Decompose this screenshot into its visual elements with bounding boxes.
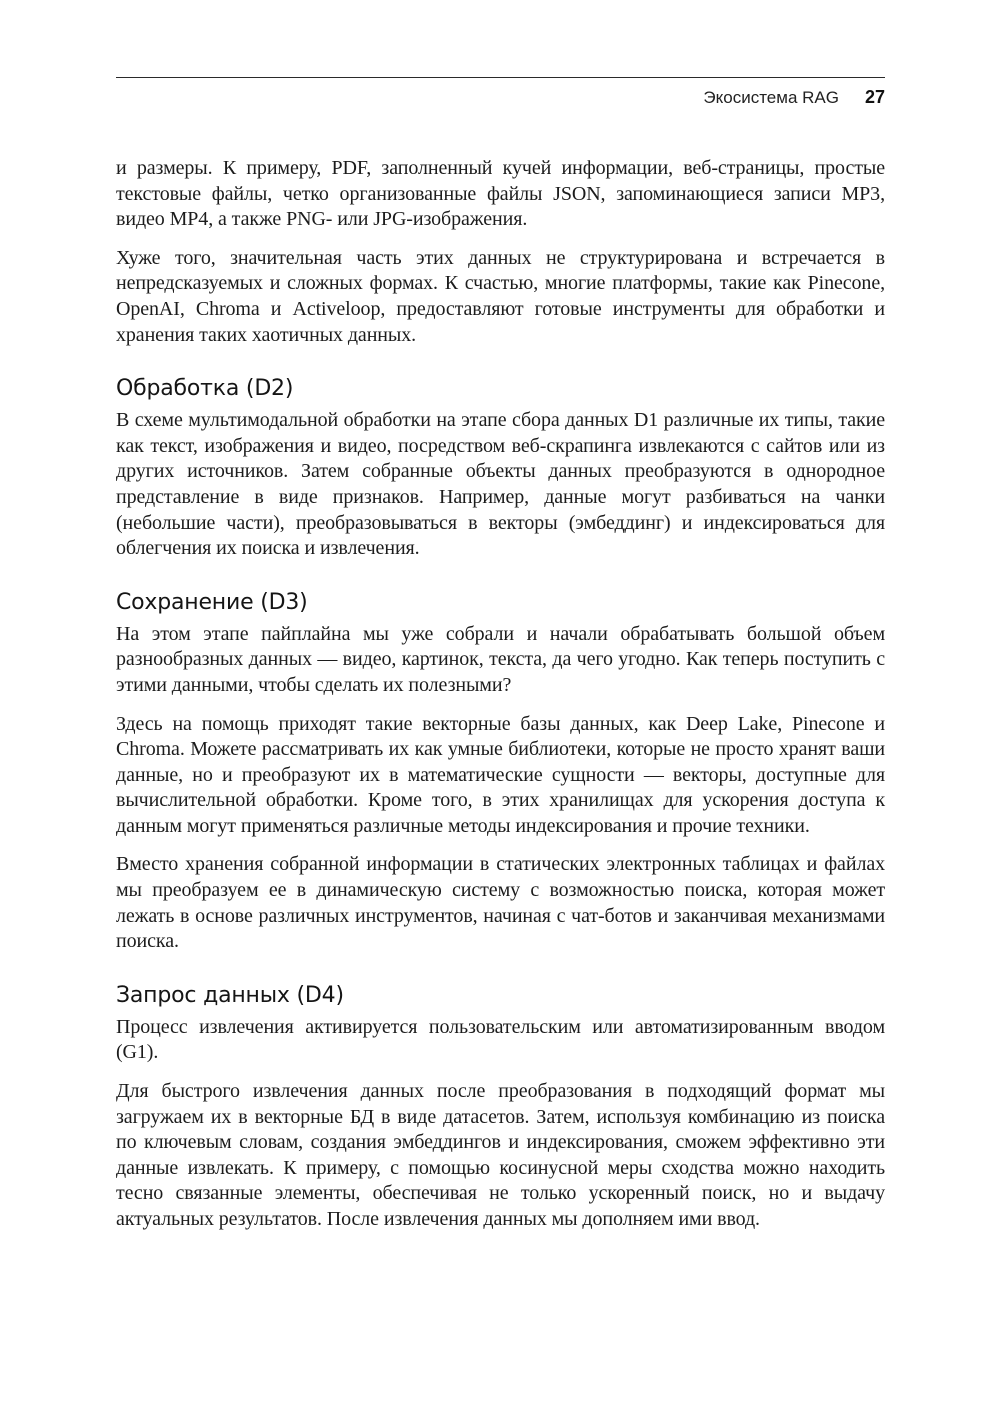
section-heading: Обработка (D2) bbox=[116, 376, 294, 402]
section-intro bbox=[116, 156, 885, 348]
paragraph: Здесь на помощь приходят такие векторные базы данных, как Deep Lake, Pinecone и Chroma. Можете рассматривать их как умные библиотеки, которые не просто хранят ваши данные, но и преобразуют их в математические сущности — векторы, доступные для вычислительной обработки. Кроме того, в этих хранилищах для ускорения доступа к данным могут применяться различные методы индексирования и прочие техники. bbox=[116, 712, 885, 837]
paragraph: Хуже того, значительная часть этих данных не структурирована и встречается в непредсказуемых и сложных формах. К счастью, многие платформы, такие как Pinecone, OpenAI, Chroma и Activeloop, предоставляют готовые инструменты для обработки и хранения таких хаотичных данных. bbox=[116, 246, 885, 346]
paragraph: Для быстрого извлечения данных после преобразования в подходящий формат мы загружаем их в векторные БД в виде датасетов. Затем, используя комбинацию из поиска по ключевым словам, создания эмбеддингов и индексирования, сможем эффективно эти данные извлекать. К примеру, с помощью косинусной меры сходства можно находить тесно связанные элементы, обеспечивая не только ускоренный поиск, но и выдачу актуальных результатов. После извлечения данных мы дополняем ими ввод. bbox=[116, 1080, 885, 1230]
section-query bbox=[116, 981, 885, 1233]
page-header bbox=[116, 77, 885, 107]
running-head: Экосистема RAG bbox=[703, 88, 839, 107]
paragraph: Вместо хранения собранной информации в статических электронных таблицах и файлах мы преобразуем ее в динамическую систему с возможностью поиска, которая может лежать в основе различных инструментов, начиная с чат-ботов и заканчивая механизмами поиска. bbox=[116, 853, 885, 953]
paragraph: На этом этапе пайплайна мы уже собрали и начали обрабатывать большой объем разнообразных данных — видео, картинок, текста, да чего угодно. Как теперь поступить с этими данными, чтобы сделать их полезными? bbox=[116, 622, 885, 696]
section-heading: Запрос данных (D4) bbox=[116, 982, 344, 1008]
section-heading: Сохранение (D3) bbox=[116, 589, 308, 615]
section-storage bbox=[116, 588, 885, 955]
page-number: 27 bbox=[864, 87, 885, 107]
paragraph: Процесс извлечения активируется пользовательским или автоматизированным вводом (G1). bbox=[116, 1015, 885, 1064]
section-processing bbox=[116, 374, 885, 562]
paragraph: и размеры. К примеру, PDF, заполненный кучей информации, веб-страницы, простые текстовые файлы, четко организованные файлы JSON, запоминающиеся записи MP3, видео MP4, а также PNG- или JPG-изображения. bbox=[116, 157, 885, 231]
page-content bbox=[116, 156, 885, 1246]
paragraph: В схеме мультимодальной обработки на этапе сбора данных D1 различные их типы, такие как текст, изображения и видео, посредством веб-скрапинга извлекаются с сайтов или из других источников. Затем собранные объекты данных преобразуются в однородное представление в виде признаков. Например, данные могут разбиваться на чанки (небольшие части), преобразовываться в векторы (эмбеддинг) и индексироваться для облегчения их поиска и извлечения. bbox=[116, 409, 885, 560]
header-row bbox=[703, 87, 885, 108]
